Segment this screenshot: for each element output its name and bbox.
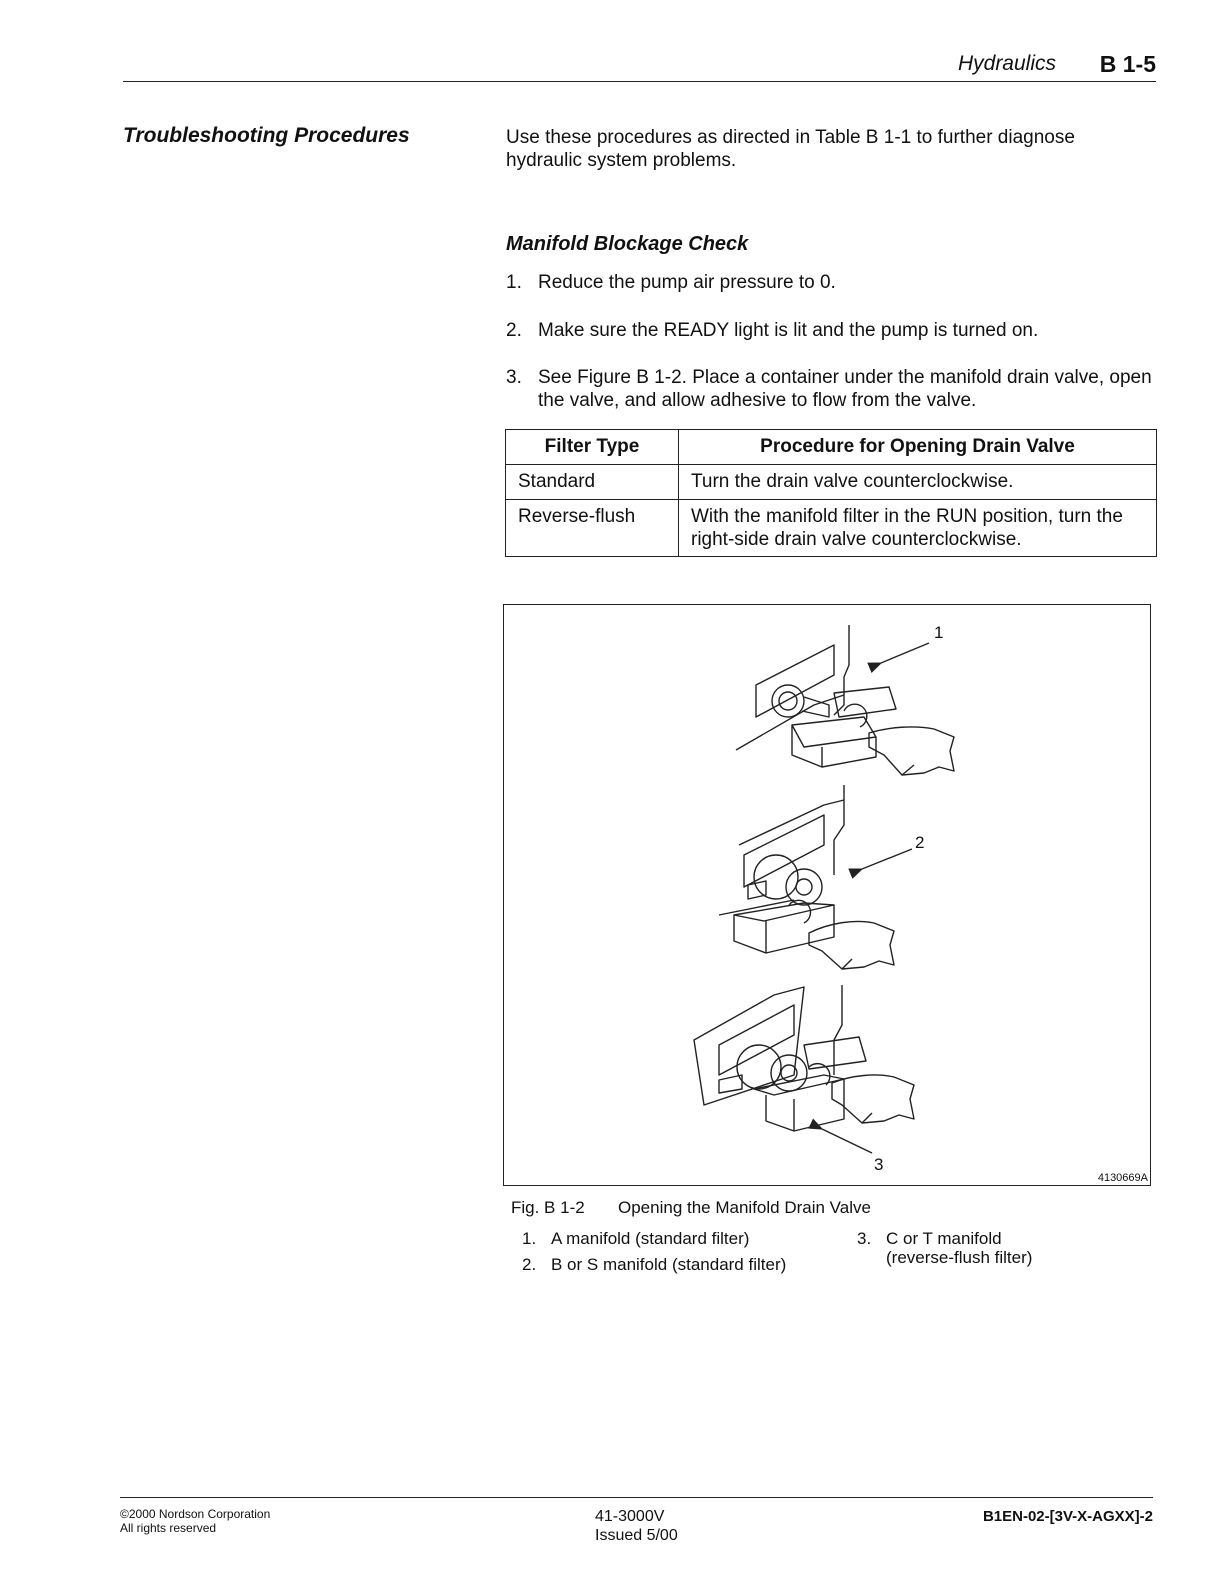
legend-number: 1. [522, 1229, 537, 1248]
table-header-cell: Procedure for Opening Drain Valve [679, 430, 1157, 465]
table-header-cell: Filter Type [506, 430, 679, 465]
table-row [506, 500, 1157, 557]
legend-text-continued: (reverse-flush filter) [886, 1248, 1033, 1267]
manifold-view-b [719, 785, 894, 969]
rights-line: All rights reserved [120, 1521, 217, 1535]
figure-box [503, 604, 1151, 1186]
side-heading: Troubleshooting Procedures [123, 124, 410, 147]
step-text: Make sure the READY light is lit and the pump is turned on. [538, 320, 1039, 341]
header-page-number: B 1-5 [1099, 51, 1156, 77]
caption-label: Fig. B 1-2 [511, 1198, 585, 1217]
table-cell: Reverse-flush [506, 500, 679, 557]
table-row [506, 465, 1157, 500]
table-cell: With the manifold filter in the RUN position, turn the right-side drain valve counterclockwise. [679, 500, 1157, 557]
figure-caption [511, 1198, 871, 1218]
part-number: 41-3000V [595, 1508, 665, 1525]
manifold-illustration [504, 605, 1150, 1185]
callout-2: 2 [915, 833, 925, 852]
step-number: 3. [506, 367, 522, 388]
legend-number: 2. [522, 1255, 537, 1274]
footer-center [595, 1507, 678, 1545]
table-header-row [506, 430, 1157, 465]
issued-date: Issued 5/00 [595, 1527, 678, 1544]
manifold-view-c [694, 985, 914, 1131]
page-header [123, 40, 1156, 84]
header-section-title: Hydraulics [957, 52, 1056, 75]
figure-id: 4130669A [1097, 1172, 1148, 1184]
callout-3: 3 [874, 1155, 884, 1174]
manifold-view-a [736, 625, 954, 775]
header-rule [123, 81, 1156, 82]
footer-doc-code: B1EN-02-[3V-X-AGXX]-2 [982, 1508, 1153, 1525]
step-text: See Figure B 1-2. Place a container under the manifold drain valve, open the valve, and allow adhesive to flow from the valve. [538, 367, 1152, 411]
caption-title: Opening the Manifold Drain Valve [618, 1198, 871, 1217]
copyright-line: ©2000 Nordson Corporation [120, 1507, 271, 1521]
intro-paragraph: Use these procedures as directed in Table B 1-1 to further diagnose hydraulic system problems. [506, 127, 1075, 171]
legend-number: 3. [857, 1229, 872, 1248]
legend-text: B or S manifold (standard filter) [551, 1255, 787, 1274]
step-number: 1. [506, 272, 522, 293]
table-cell: Standard [506, 465, 679, 500]
legend-text: A manifold (standard filter) [551, 1229, 750, 1248]
callout-1: 1 [934, 623, 944, 642]
table-cell: Turn the drain valve counterclockwise. [679, 465, 1157, 500]
legend-text: C or T manifold [886, 1229, 1002, 1248]
step-number: 2. [506, 320, 522, 341]
footer-rule [120, 1497, 1153, 1498]
step-text: Reduce the pump air pressure to 0. [538, 272, 836, 293]
procedure-title: Manifold Blockage Check [506, 233, 749, 255]
footer-copyright [120, 1507, 270, 1535]
drain-valve-table [505, 429, 1157, 557]
